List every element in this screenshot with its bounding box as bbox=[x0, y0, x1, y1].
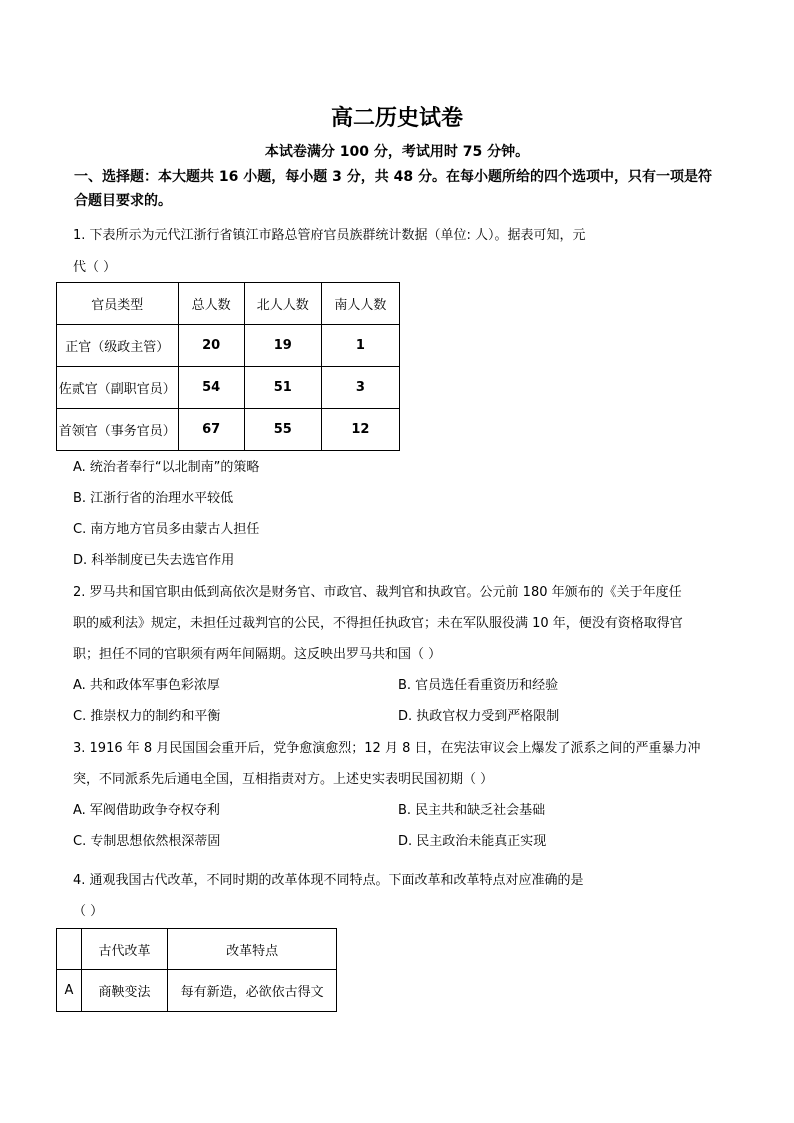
q4-header-feature: 改革特点 bbox=[168, 929, 337, 970]
table-cell: 19 bbox=[244, 325, 321, 367]
q2-option-a: A. 共和政体军事色彩浓厚 bbox=[73, 678, 220, 693]
q4-header-reform: 古代改革 bbox=[81, 929, 167, 970]
q2-option-b: B. 官员选任看重资历和经验 bbox=[398, 678, 559, 693]
table-cell: A bbox=[57, 970, 82, 1012]
table-cell: 12 bbox=[321, 409, 399, 451]
q4-table bbox=[56, 928, 337, 1012]
table-row bbox=[57, 325, 400, 367]
q1-stem-line1: 1. 下表所示为元代江浙行省镇江市路总管府官员族群统计数据（单位: 人）。据表可知，元 bbox=[73, 228, 586, 243]
table-cell: 佐贰官（副职官员） bbox=[57, 367, 179, 409]
q3-option-c: C. 专制思想依然根深蒂固 bbox=[73, 834, 221, 849]
page-title: 高二历史试卷 bbox=[330, 105, 463, 131]
section-heading: 一、选择题：本大题共 16 小题，每小题 3 分，共 48 分。在每小题所给的四个选项中，只有一项是符合题目要求的。 bbox=[74, 169, 712, 209]
q1-option-d: D. 科举制度已失去选官作用 bbox=[73, 553, 235, 568]
q1-table bbox=[56, 282, 400, 451]
table-row bbox=[57, 367, 400, 409]
q2-stem-line1: 2. 罗马共和国官职由低到高依次是财务官、市政官、裁判官和执政官。公元前 180 年颁布的《关于年度任 bbox=[73, 585, 682, 600]
table-cell: 20 bbox=[178, 325, 244, 367]
q2-option-d: D. 执政官权力受到严格限制 bbox=[398, 709, 560, 724]
table-row bbox=[57, 970, 337, 1012]
table-cell: 每有新造，必欲依古得文 bbox=[168, 970, 337, 1012]
q3-stem-line2: 突，不同派系先后通电全国，互相指责对方。上述史实表明民国初期（ ） bbox=[73, 772, 494, 787]
q1-header-type: 官员类型 bbox=[57, 283, 179, 325]
table-cell: 54 bbox=[178, 367, 244, 409]
q1-option-a: A. 统治者奉行“以北制南”的策略 bbox=[73, 460, 260, 475]
q3-option-a: A. 军阀借助政争夺权夺利 bbox=[73, 803, 220, 818]
q1-option-c: C. 南方地方官员多由蒙古人担任 bbox=[73, 522, 260, 537]
q1-option-b: B. 江浙行省的治理水平较低 bbox=[73, 491, 234, 506]
q1-header-total: 总人数 bbox=[178, 283, 244, 325]
q4-stem-line2: （ ） bbox=[73, 904, 104, 919]
table-cell: 51 bbox=[244, 367, 321, 409]
table-cell: 商鞅变法 bbox=[81, 970, 167, 1012]
q4-header-blank bbox=[57, 929, 82, 970]
table-cell: 67 bbox=[178, 409, 244, 451]
q1-header-south: 南人人数 bbox=[321, 283, 399, 325]
q3-stem-line1: 3. 1916 年 8 月民国国会重开后，党争愈演愈烈；12 月 8 日，在宪法审议会上爆发了派系之间的严重暴力冲 bbox=[73, 741, 701, 756]
q3-option-b: B. 民主共和缺乏社会基础 bbox=[398, 803, 546, 818]
q2-stem-line3: 职；担任不同的官职须有两年间隔期。这反映出罗马共和国（ ） bbox=[73, 647, 442, 662]
table-cell: 3 bbox=[321, 367, 399, 409]
q3-option-d: D. 民主政治未能真正实现 bbox=[398, 834, 547, 849]
q2-option-c: C. 推崇权力的制约和平衡 bbox=[73, 709, 221, 724]
table-cell: 55 bbox=[244, 409, 321, 451]
table-row bbox=[57, 409, 400, 451]
q1-header-north: 北人人数 bbox=[244, 283, 321, 325]
exam-info: 本试卷满分 100 分，考试用时 75 分钟。 bbox=[264, 144, 530, 160]
q2-stem-line2: 职的威利法》规定，未担任过裁判官的公民，不得担任执政官；未在军队服役满 10 年，便没有资格取得官 bbox=[73, 616, 683, 631]
table-cell: 正官（级政主管） bbox=[57, 325, 179, 367]
q4-stem-line1: 4. 通观我国古代改革，不同时期的改革体现不同特点。下面改革和改革特点对应准确的是 bbox=[73, 873, 584, 888]
q1-stem-line2: 代（ ） bbox=[73, 260, 117, 275]
table-cell: 首领官（事务官员） bbox=[57, 409, 179, 451]
table-cell: 1 bbox=[321, 325, 399, 367]
